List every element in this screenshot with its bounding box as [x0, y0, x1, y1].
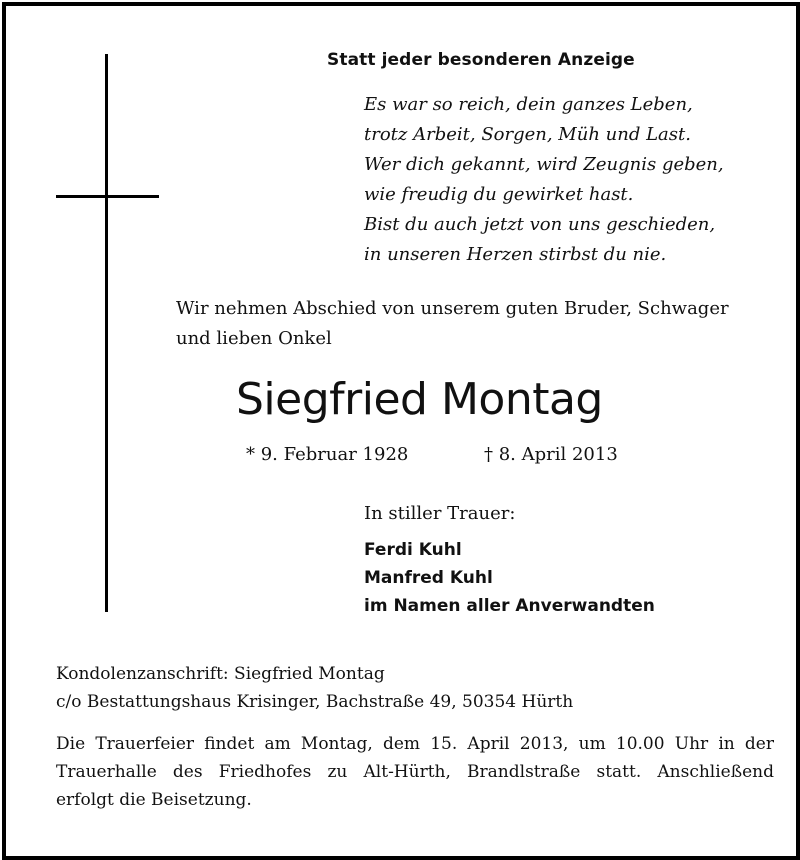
condolence-line: Kondolenzanschrift: Siegfried Montag	[56, 664, 385, 684]
poem-line: Bist du auch jetzt von uns geschieden,	[364, 214, 716, 235]
poem-line: in unseren Herzen stirbst du nie.	[364, 244, 667, 265]
mourners-list	[364, 536, 655, 620]
mourner-name: Manfred Kuhl	[364, 568, 493, 588]
poem-line: Wer dich gekannt, wird Zeugnis geben,	[364, 154, 724, 175]
poem	[364, 90, 724, 270]
notice-heading: Statt jeder besonderen Anzeige	[327, 50, 635, 70]
intro-line: Wir nehmen Abschied von unserem guten Bruder, Schwager	[176, 298, 729, 319]
poem-line: Es war so reich, dein ganzes Leben,	[364, 94, 693, 115]
intro-line: und lieben Onkel	[176, 328, 332, 349]
funeral-line: Die Trauerfeier findet am Montag, dem 15. April 2013, um 10.00 Uhr in der	[56, 734, 774, 754]
farewell-intro	[176, 294, 729, 354]
poem-line: wie freudig du gewirket hast.	[364, 184, 634, 205]
cross-icon-horizontal-bar	[56, 195, 159, 198]
condolence-line: c/o Bestattungshaus Krisinger, Bachstraße 49, 50354 Hürth	[56, 692, 574, 712]
condolence-address	[56, 660, 573, 716]
death-date: † 8. April 2013	[484, 444, 618, 465]
mourner-name: im Namen aller Anverwandten	[364, 596, 655, 616]
mourner-name: Ferdi Kuhl	[364, 540, 462, 560]
poem-line: trotz Arbeit, Sorgen, Müh und Last.	[364, 124, 691, 145]
birth-date: * 9. Februar 1928	[246, 444, 409, 465]
funeral-line: erfolgt die Beisetzung.	[56, 790, 252, 810]
funeral-info	[56, 730, 774, 814]
deceased-name: Siegfried Montag	[236, 374, 603, 425]
mourning-label: In stiller Trauer:	[364, 503, 516, 524]
cross-icon-vertical-bar	[105, 54, 108, 612]
funeral-line: Trauerhalle des Friedhofes zu Alt-Hürth, Brandlstraße statt. Anschließend	[56, 762, 774, 782]
